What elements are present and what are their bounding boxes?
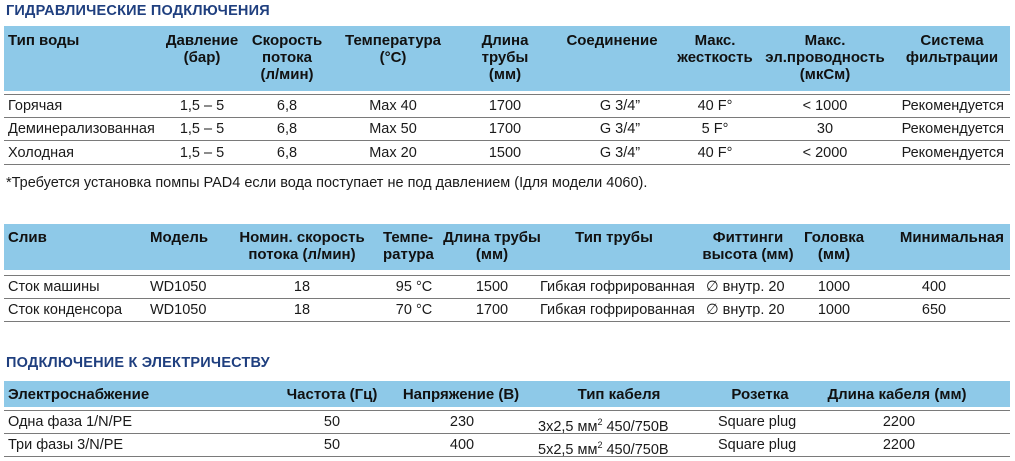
- table-row: [4, 118, 1010, 141]
- cell-model: WD1050: [150, 302, 207, 318]
- hydraulic-table-header: [4, 26, 1010, 91]
- header-flow: Скорость потока (л/мин): [251, 32, 323, 83]
- header-temperature: Темпе- ратура: [383, 229, 434, 263]
- cell-temperature: 95 °C: [395, 279, 433, 295]
- cell-temperature: Max 20: [369, 145, 417, 161]
- cell-filtration: Рекомендуется: [901, 98, 1004, 114]
- header-minimal: Минимальная: [899, 229, 1004, 246]
- cell-conductivity: < 2000: [802, 145, 848, 161]
- cell-cable-length: 2200: [882, 414, 916, 430]
- cell-hardness: 40 F°: [697, 145, 733, 161]
- cell-pipe-type: Гибкая гофрированная: [540, 302, 695, 318]
- cell-filtration: Рекомендуется: [901, 121, 1004, 137]
- header-pipe-type: Тип трубы: [575, 229, 653, 246]
- table-row: [4, 94, 1010, 118]
- header-head: Головка (мм): [803, 229, 865, 263]
- cell-flow: 18: [293, 302, 311, 318]
- cell-pressure: 1,5 – 5: [179, 121, 225, 137]
- table-row: [4, 275, 1010, 299]
- cell-connection: G 3/4”: [599, 121, 641, 137]
- cell-fitting: ∅ внутр. 20: [706, 302, 785, 318]
- header-filtration: Система фильтрации: [905, 32, 999, 66]
- cell-conductivity: 30: [816, 121, 834, 137]
- cell-socket: Square plug: [718, 437, 797, 453]
- header-power-supply: Электроснабжение: [8, 386, 150, 403]
- cell-model: WD1050: [150, 279, 207, 295]
- header-hardness: Макс. жесткость: [677, 32, 753, 66]
- cell-flow: 6,8: [276, 98, 298, 114]
- cell-hardness: 40 F°: [697, 98, 733, 114]
- header-pipe-length: Длина трубы (мм): [481, 32, 529, 83]
- drain-table-header: [4, 224, 1010, 270]
- hydraulic-footnote: *Требуется установка помпы PAD4 если вода поступает не под давлением (Iдля модели 4060).: [6, 175, 648, 191]
- cell-temperature: Max 40: [369, 98, 417, 114]
- cell-drain: Сток конденсора: [8, 302, 123, 318]
- cell-cable-length: 2200: [882, 437, 916, 453]
- cell-conductivity: < 1000: [802, 98, 848, 114]
- cell-filtration: Рекомендуется: [901, 145, 1004, 161]
- header-voltage: Напряжение (В): [402, 386, 520, 403]
- cell-cable-type: 3x2,5 $мм^2$ 450/750В: [538, 417, 669, 435]
- header-pressure: Давление (бар): [165, 32, 239, 66]
- cell-hardness: 5 F°: [701, 121, 729, 137]
- cell-pipe-length: 1700: [475, 302, 509, 318]
- cell-flow: 18: [293, 279, 311, 295]
- header-temperature: Температура (°C): [345, 32, 441, 66]
- cell-water-type: Горячая: [8, 98, 63, 114]
- cell-pipe-length: 1500: [488, 145, 522, 161]
- cell-frequency: 50: [323, 437, 341, 453]
- cell-head: 1000: [817, 279, 851, 295]
- table-row: [4, 434, 1010, 457]
- header-cable-length: Длина кабеля (мм): [827, 386, 967, 403]
- cell-connection: G 3/4”: [599, 145, 641, 161]
- cell-cable-type: 5x2,5 $мм^2$ 450/750В: [538, 440, 669, 458]
- cell-pipe-length: 1700: [488, 98, 522, 114]
- header-drain: Слив: [8, 229, 47, 246]
- cell-voltage: 400: [449, 437, 475, 453]
- cell-pressure: 1,5 – 5: [179, 145, 225, 161]
- cell-drain: Сток машины: [8, 279, 100, 295]
- header-connection: Соединение: [566, 32, 658, 49]
- cell-minimal: 400: [921, 279, 947, 295]
- cell-water-type: Холодная: [8, 145, 75, 161]
- cell-voltage: 230: [449, 414, 475, 430]
- cell-head: 1000: [817, 302, 851, 318]
- header-pipe-length: Длина трубы (мм): [443, 229, 541, 263]
- cell-power-supply: Одна фаза 1/N/PE: [8, 414, 133, 430]
- header-frequency: Частота (Гц): [286, 386, 378, 403]
- table-row: [4, 410, 1010, 434]
- cell-minimal: 650: [921, 302, 947, 318]
- cell-pipe-type: Гибкая гофрированная: [540, 279, 695, 295]
- header-water-type: Тип воды: [8, 32, 80, 49]
- table-row: [4, 142, 1010, 165]
- electric-section-title: ПОДКЛЮЧЕНИЕ К ЭЛЕКТРИЧЕСТВУ: [6, 355, 270, 371]
- cell-frequency: 50: [323, 414, 341, 430]
- cell-temperature: Max 50: [369, 121, 417, 137]
- cell-pipe-length: 1500: [475, 279, 509, 295]
- cell-flow: 6,8: [276, 121, 298, 137]
- header-nominal-flow: Номин. скорость потока (л/мин): [239, 229, 365, 263]
- cell-fitting: ∅ внутр. 20: [706, 279, 785, 295]
- header-socket: Розетка: [731, 386, 789, 403]
- cell-power-supply: Три фазы 3/N/PE: [8, 437, 124, 453]
- cell-connection: G 3/4”: [599, 98, 641, 114]
- cell-pressure: 1,5 – 5: [179, 98, 225, 114]
- electric-table-header: [4, 381, 1010, 407]
- header-cable-type: Тип кабеля: [577, 386, 661, 403]
- cell-temperature: 70 °C: [395, 302, 433, 318]
- header-conductivity: Макс. эл.проводность (мкСм): [765, 32, 885, 83]
- cell-water-type: Деминерализованная: [8, 121, 155, 137]
- cell-flow: 6,8: [276, 145, 298, 161]
- table-row: [4, 299, 1010, 322]
- cell-socket: Square plug: [718, 414, 797, 430]
- hydraulic-section-title: ГИДРАВЛИЧЕСКИЕ ПОДКЛЮЧЕНИЯ: [6, 3, 270, 19]
- header-model: Модель: [150, 229, 209, 246]
- header-fittings: Фиттинги высота (мм): [702, 229, 794, 263]
- cell-pipe-length: 1700: [488, 121, 522, 137]
